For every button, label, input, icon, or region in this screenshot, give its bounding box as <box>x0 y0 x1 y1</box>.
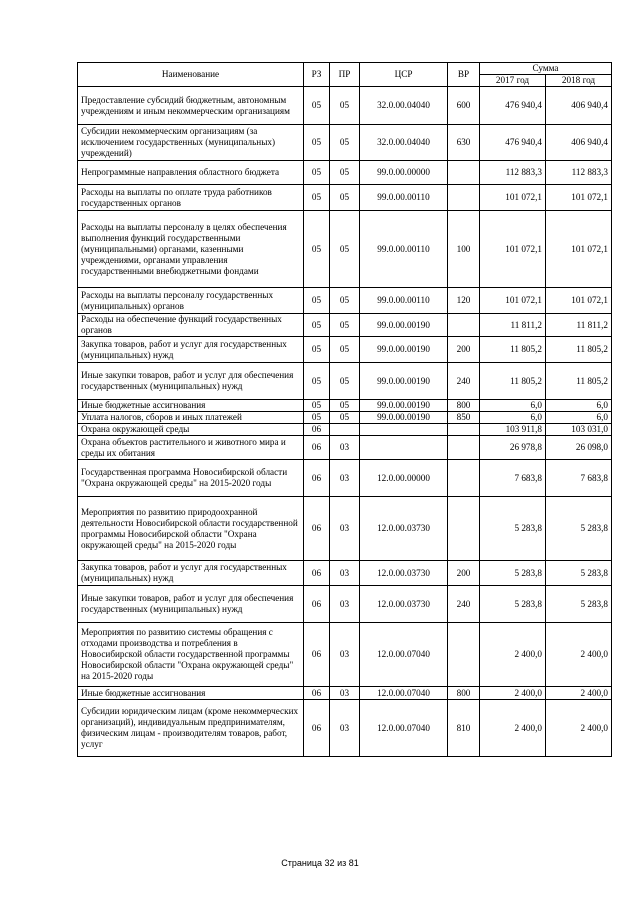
cell-name: Субсидии юридическим лицам (кроме некоммерческих организаций), индивидуальным предпринимателям, физическим лицам - производителям товаров, работ, услуг <box>78 700 304 757</box>
cell-pr: 03 <box>330 497 360 561</box>
cell-sum-2018: 2 400,0 <box>546 700 612 757</box>
cell-sum-2017: 2 400,0 <box>480 687 546 700</box>
cell-pr: 05 <box>330 161 360 185</box>
cell-sum-2018: 6,0 <box>546 412 612 424</box>
cell-sum-2017: 2 400,0 <box>480 700 546 757</box>
cell-name: Иные закупки товаров, работ и услуг для обеспечения государственных (муниципальных) нужд <box>78 586 304 623</box>
cell-vr <box>448 623 480 687</box>
cell-vr <box>448 185 480 211</box>
cell-rz: 05 <box>304 363 330 400</box>
cell-csr: 99.0.00.00110 <box>360 288 448 314</box>
cell-rz: 05 <box>304 412 330 424</box>
cell-csr <box>360 436 448 460</box>
cell-rz: 05 <box>304 211 330 288</box>
table-row <box>78 436 612 460</box>
cell-csr: 12.0.00.07040 <box>360 687 448 700</box>
cell-csr: 99.0.00.00190 <box>360 337 448 363</box>
cell-name: Иные закупки товаров, работ и услуг для обеспечения государственных (муниципальных) нужд <box>78 363 304 400</box>
cell-name: Субсидии некоммерческим организациям (за исключением государственных (муниципальных) учреждений) <box>78 125 304 161</box>
table-row <box>78 687 612 700</box>
cell-vr: 100 <box>448 211 480 288</box>
cell-name: Расходы на выплаты персоналу государственных (муниципальных) органов <box>78 288 304 314</box>
cell-rz: 05 <box>304 314 330 337</box>
cell-name: Иные бюджетные ассигнования <box>78 400 304 412</box>
cell-pr: 05 <box>330 314 360 337</box>
cell-vr: 200 <box>448 561 480 586</box>
cell-vr <box>448 436 480 460</box>
table-row <box>78 623 612 687</box>
cell-name: Непрограммные направления областного бюджета <box>78 161 304 185</box>
table-row <box>78 185 612 211</box>
cell-name: Государственная программа Новосибирской области "Охрана окружающей среды" на 2015-2020 годы <box>78 460 304 497</box>
cell-sum-2018: 5 283,8 <box>546 497 612 561</box>
cell-sum-2017: 101 072,1 <box>480 288 546 314</box>
table-row <box>78 314 612 337</box>
cell-sum-2017: 7 683,8 <box>480 460 546 497</box>
table-row <box>78 424 612 436</box>
header-year-2017: 2017 год <box>480 75 546 87</box>
table-row <box>78 586 612 623</box>
cell-sum-2017: 6,0 <box>480 412 546 424</box>
cell-vr <box>448 161 480 185</box>
cell-vr <box>448 424 480 436</box>
page-number: Страница 32 из 81 <box>281 858 359 868</box>
cell-csr: 99.0.00.00190 <box>360 400 448 412</box>
cell-sum-2018: 406 940,4 <box>546 125 612 161</box>
cell-sum-2017: 26 978,8 <box>480 436 546 460</box>
cell-csr: 12.0.00.07040 <box>360 700 448 757</box>
cell-vr: 800 <box>448 400 480 412</box>
cell-vr <box>448 497 480 561</box>
cell-rz: 06 <box>304 561 330 586</box>
table-row <box>78 87 612 125</box>
table-row <box>78 460 612 497</box>
header-csr: ЦСР <box>360 63 448 87</box>
cell-name: Охрана окружающей среды <box>78 424 304 436</box>
cell-csr: 99.0.00.00000 <box>360 161 448 185</box>
cell-rz: 06 <box>304 436 330 460</box>
cell-rz: 05 <box>304 87 330 125</box>
cell-rz: 06 <box>304 586 330 623</box>
table-body <box>78 87 612 757</box>
cell-name: Мероприятия по развитию системы обращения с отходами производства и потребления в Новосибирской области государственной программы Новосибирской области "Охрана окружающей среды" на 2015-2020 годы <box>78 623 304 687</box>
cell-name: Иные бюджетные ассигнования <box>78 687 304 700</box>
cell-name: Охрана объектов растительного и животного мира и среды их обитания <box>78 436 304 460</box>
cell-sum-2017: 101 072,1 <box>480 211 546 288</box>
table-row <box>78 561 612 586</box>
cell-sum-2018: 26 098,0 <box>546 436 612 460</box>
cell-vr: 800 <box>448 687 480 700</box>
cell-pr: 05 <box>330 125 360 161</box>
table-row <box>78 412 612 424</box>
cell-sum-2017: 6,0 <box>480 400 546 412</box>
cell-sum-2018: 101 072,1 <box>546 211 612 288</box>
cell-rz: 05 <box>304 125 330 161</box>
cell-name: Расходы на выплаты персоналу в целях обеспечения выполнения функций государственными (муниципальными) органами, казенными учреждениями, органами управления государственными внебюджетными фондами <box>78 211 304 288</box>
cell-csr: 99.0.00.00190 <box>360 412 448 424</box>
cell-vr: 630 <box>448 125 480 161</box>
cell-name: Уплата налогов, сборов и иных платежей <box>78 412 304 424</box>
cell-csr: 99.0.00.00190 <box>360 314 448 337</box>
cell-name: Закупка товаров, работ и услуг для государственных (муниципальных) нужд <box>78 337 304 363</box>
cell-sum-2017: 5 283,8 <box>480 561 546 586</box>
cell-sum-2017: 11 805,2 <box>480 337 546 363</box>
table-row <box>78 497 612 561</box>
header-sum: Сумма <box>480 63 612 75</box>
cell-vr <box>448 314 480 337</box>
cell-pr: 03 <box>330 700 360 757</box>
cell-sum-2018: 101 072,1 <box>546 288 612 314</box>
cell-pr: 03 <box>330 436 360 460</box>
cell-csr: 99.0.00.00110 <box>360 211 448 288</box>
cell-pr: 03 <box>330 687 360 700</box>
table-row <box>78 161 612 185</box>
cell-pr: 05 <box>330 185 360 211</box>
cell-pr: 05 <box>330 87 360 125</box>
table-header <box>78 63 612 87</box>
cell-sum-2018: 5 283,8 <box>546 586 612 623</box>
cell-sum-2017: 112 883,3 <box>480 161 546 185</box>
cell-vr: 600 <box>448 87 480 125</box>
cell-pr: 03 <box>330 561 360 586</box>
cell-pr: 05 <box>330 363 360 400</box>
cell-vr: 240 <box>448 363 480 400</box>
table-row <box>78 125 612 161</box>
cell-rz: 05 <box>304 400 330 412</box>
cell-name: Мероприятия по развитию природоохранной деятельности Новосибирской области государственной программы Новосибирской области "Охрана окружающей среды" на 2015-2020 годы <box>78 497 304 561</box>
cell-csr: 12.0.00.07040 <box>360 623 448 687</box>
cell-pr: 05 <box>330 337 360 363</box>
cell-rz: 05 <box>304 161 330 185</box>
cell-rz: 05 <box>304 337 330 363</box>
cell-pr: 05 <box>330 211 360 288</box>
cell-name: Расходы на обеспечение функций государственных органов <box>78 314 304 337</box>
cell-pr: 03 <box>330 586 360 623</box>
cell-csr <box>360 424 448 436</box>
cell-vr: 850 <box>448 412 480 424</box>
cell-sum-2017: 476 940,4 <box>480 125 546 161</box>
cell-sum-2017: 476 940,4 <box>480 87 546 125</box>
cell-sum-2018: 7 683,8 <box>546 460 612 497</box>
cell-sum-2018: 5 283,8 <box>546 561 612 586</box>
cell-sum-2018: 11 805,2 <box>546 337 612 363</box>
header-rz: РЗ <box>304 63 330 87</box>
cell-pr <box>330 424 360 436</box>
cell-sum-2018: 406 940,4 <box>546 87 612 125</box>
table-row <box>78 363 612 400</box>
cell-csr: 32.0.00.04040 <box>360 87 448 125</box>
cell-name: Расходы на выплаты по оплате труда работников государственных органов <box>78 185 304 211</box>
cell-vr <box>448 460 480 497</box>
cell-sum-2018: 11 805,2 <box>546 363 612 400</box>
table-row <box>78 337 612 363</box>
cell-name: Предоставление субсидий бюджетным, автономным учреждениям и иным некоммерческим организациям <box>78 87 304 125</box>
cell-pr: 05 <box>330 412 360 424</box>
cell-sum-2018: 2 400,0 <box>546 687 612 700</box>
header-name: Наименование <box>78 63 304 87</box>
cell-csr: 32.0.00.04040 <box>360 125 448 161</box>
table-row <box>78 288 612 314</box>
cell-sum-2017: 11 811,2 <box>480 314 546 337</box>
cell-vr: 240 <box>448 586 480 623</box>
budget-table <box>77 62 612 757</box>
cell-csr: 99.0.00.00190 <box>360 363 448 400</box>
cell-rz: 06 <box>304 700 330 757</box>
cell-pr: 03 <box>330 460 360 497</box>
cell-rz: 06 <box>304 424 330 436</box>
cell-pr: 05 <box>330 288 360 314</box>
cell-pr: 05 <box>330 400 360 412</box>
cell-sum-2017: 103 911,8 <box>480 424 546 436</box>
cell-sum-2018: 101 072,1 <box>546 185 612 211</box>
cell-csr: 99.0.00.00110 <box>360 185 448 211</box>
cell-rz: 06 <box>304 687 330 700</box>
table-row <box>78 211 612 288</box>
cell-sum-2017: 5 283,8 <box>480 497 546 561</box>
cell-rz: 06 <box>304 497 330 561</box>
cell-name: Закупка товаров, работ и услуг для государственных (муниципальных) нужд <box>78 561 304 586</box>
cell-sum-2018: 11 811,2 <box>546 314 612 337</box>
cell-csr: 12.0.00.03730 <box>360 586 448 623</box>
cell-rz: 05 <box>304 288 330 314</box>
cell-sum-2017: 5 283,8 <box>480 586 546 623</box>
cell-sum-2018: 103 031,0 <box>546 424 612 436</box>
header-pr: ПР <box>330 63 360 87</box>
cell-csr: 12.0.00.03730 <box>360 497 448 561</box>
cell-vr: 200 <box>448 337 480 363</box>
cell-sum-2018: 6,0 <box>546 400 612 412</box>
cell-sum-2018: 2 400,0 <box>546 623 612 687</box>
header-year-2018: 2018 год <box>546 75 612 87</box>
cell-pr: 03 <box>330 623 360 687</box>
cell-sum-2017: 2 400,0 <box>480 623 546 687</box>
cell-sum-2017: 101 072,1 <box>480 185 546 211</box>
cell-vr: 120 <box>448 288 480 314</box>
cell-sum-2017: 11 805,2 <box>480 363 546 400</box>
cell-rz: 06 <box>304 460 330 497</box>
header-vr: ВР <box>448 63 480 87</box>
table-row <box>78 700 612 757</box>
cell-sum-2018: 112 883,3 <box>546 161 612 185</box>
cell-rz: 05 <box>304 185 330 211</box>
cell-vr: 810 <box>448 700 480 757</box>
cell-csr: 12.0.00.03730 <box>360 561 448 586</box>
cell-csr: 12.0.00.00000 <box>360 460 448 497</box>
table-row <box>78 400 612 412</box>
cell-rz: 06 <box>304 623 330 687</box>
